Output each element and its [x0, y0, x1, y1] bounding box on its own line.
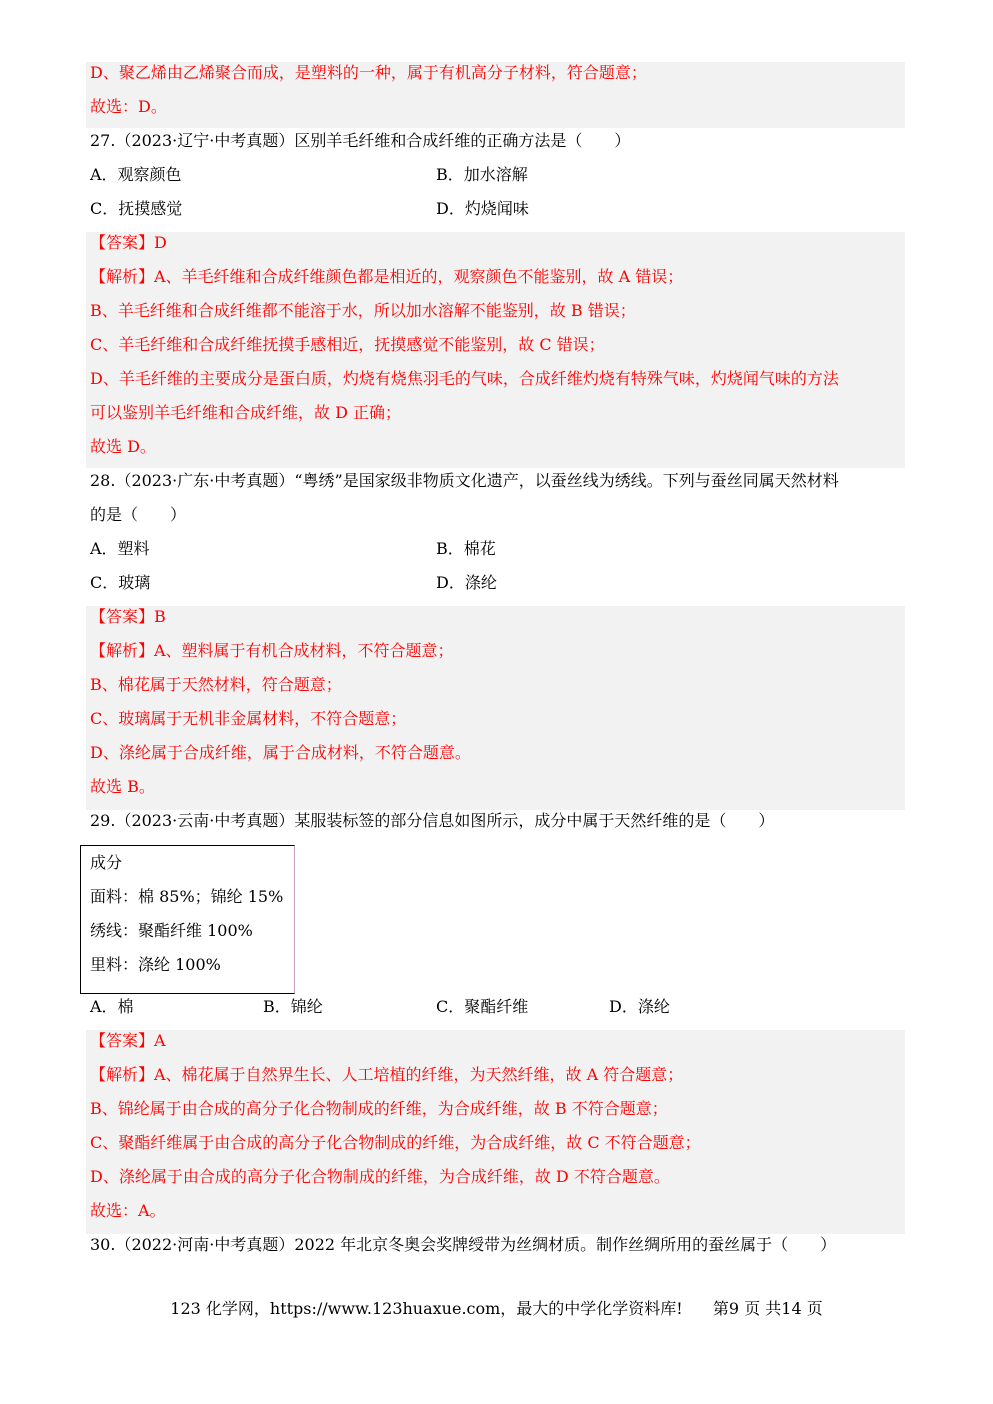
- q28-option-d: D．涤纶: [436, 573, 497, 592]
- prev-choose: 故选：D。: [90, 97, 167, 116]
- q27-option-b: B．加水溶解: [436, 165, 528, 184]
- q29-option-a: A．棉: [90, 997, 134, 1016]
- label-title: 成分: [90, 853, 123, 872]
- q28-options-row2: [90, 566, 890, 600]
- q28-answer: 【答案】B: [90, 607, 166, 626]
- q28-stem-line2: 的是（ ）: [90, 505, 187, 524]
- q27-choose: 故选 D。: [90, 437, 156, 456]
- q28-option-c: C．玻璃: [90, 573, 151, 592]
- q27-options-row1: [90, 158, 890, 192]
- q28-option-a: A．塑料: [90, 539, 150, 558]
- q28-explanation-b: B、棉花属于天然材料，符合题意；: [90, 675, 342, 694]
- q29-explanation-a: 【解析】A、棉花属于自然界生长、人工培植的纤维，为天然纤维，故 A 符合题意；: [90, 1065, 684, 1084]
- prev-explanation-d: D、聚乙烯由乙烯聚合而成，是塑料的一种，属于有机高分子材料，符合题意；: [90, 63, 647, 82]
- q29-stem: 29.（2023·云南·中考真题）某服装标签的部分信息如图所示，成分中属于天然纤维的是（ ）: [90, 811, 775, 830]
- q28-explanation-c: C、玻璃属于无机非金属材料，不符合题意；: [90, 709, 407, 728]
- q28-explanation-a: 【解析】A、塑料属于有机合成材料，不符合题意；: [90, 641, 454, 660]
- q28-options-row1: [90, 532, 890, 566]
- q27-explanation-a: 【解析】A、羊毛纤维和合成纤维颜色都是相近的，观察颜色不能鉴别，故 A 错误；: [90, 267, 684, 286]
- q27-option-d: D．灼烧闻味: [436, 199, 529, 218]
- q27-explanation-b: B、羊毛纤维和合成纤维都不能溶于水，所以加水溶解不能鉴别，故 B 错误；: [90, 301, 636, 320]
- page-footer: [0, 1296, 993, 1322]
- q29-option-c: C．聚酯纤维: [436, 997, 529, 1016]
- q29-explanation-b: B、锦纶属于由合成的高分子化合物制成的纤维，为合成纤维，故 B 不符合题意；: [90, 1099, 668, 1118]
- q29-explanation-c: C、聚酯纤维属于由合成的高分子化合物制成的纤维，为合成纤维，故 C 不符合题意；: [90, 1133, 701, 1152]
- q27-explanation-d2: 可以鉴别羊毛纤维和合成纤维，故 D 正确；: [90, 403, 402, 422]
- q29-answer: 【答案】A: [90, 1031, 166, 1050]
- footer-site: 123 化学网，https://www.123huaxue.com，最大的中学化学资料库!: [170, 1299, 683, 1318]
- q29-choose: 故选：A。: [90, 1201, 166, 1220]
- q27-answer: 【答案】D: [90, 233, 167, 252]
- q30-stem: 30.（2022·河南·中考真题）2022 年北京冬奥会奖牌绶带为丝绸材质。制作丝绸所用的蚕丝属于（ ）: [90, 1235, 837, 1254]
- label-row-thread: 绣线：聚酯纤维 100%: [90, 921, 253, 940]
- q27-explanation-d1: D、羊毛纤维的主要成分是蛋白质，灼烧有烧焦羽毛的气味，合成纤维灼烧有特殊气味，灼烧闻气味的方法: [90, 369, 839, 388]
- q28-stem-line1: 28.（2023·广东·中考真题）“粤绣”是国家级非物质文化遗产，以蚕丝线为绣线。下列与蚕丝同属天然材料: [90, 471, 839, 490]
- label-row-lining: 里料：涤纶 100%: [90, 955, 221, 974]
- q29-options-row: [90, 990, 890, 1024]
- q27-option-a: A．观察颜色: [90, 165, 182, 184]
- q29-option-d: D．涤纶: [609, 997, 670, 1016]
- q27-options-row2: [90, 192, 890, 226]
- footer-page-number: 第9 页 共14 页: [712, 1299, 823, 1318]
- q29-explanation-d: D、涤纶属于由合成的高分子化合物制成的纤维，为合成纤维，故 D 不符合题意。: [90, 1167, 670, 1186]
- label-row-fabric: 面料：棉 85%；锦纶 15%: [90, 887, 284, 906]
- q28-option-b: B．棉花: [436, 539, 496, 558]
- q28-choose: 故选 B。: [90, 777, 155, 796]
- q28-explanation-d: D、涤纶属于合成纤维，属于合成材料，不符合题意。: [90, 743, 471, 762]
- q27-option-c: C．抚摸感觉: [90, 199, 183, 218]
- q27-stem: 27.（2023·辽宁·中考真题）区别羊毛纤维和合成纤维的正确方法是（ ）: [90, 131, 631, 150]
- q29-option-b: B．锦纶: [263, 997, 323, 1016]
- q27-explanation-c: C、羊毛纤维和合成纤维抚摸手感相近，抚摸感觉不能鉴别，故 C 错误；: [90, 335, 605, 354]
